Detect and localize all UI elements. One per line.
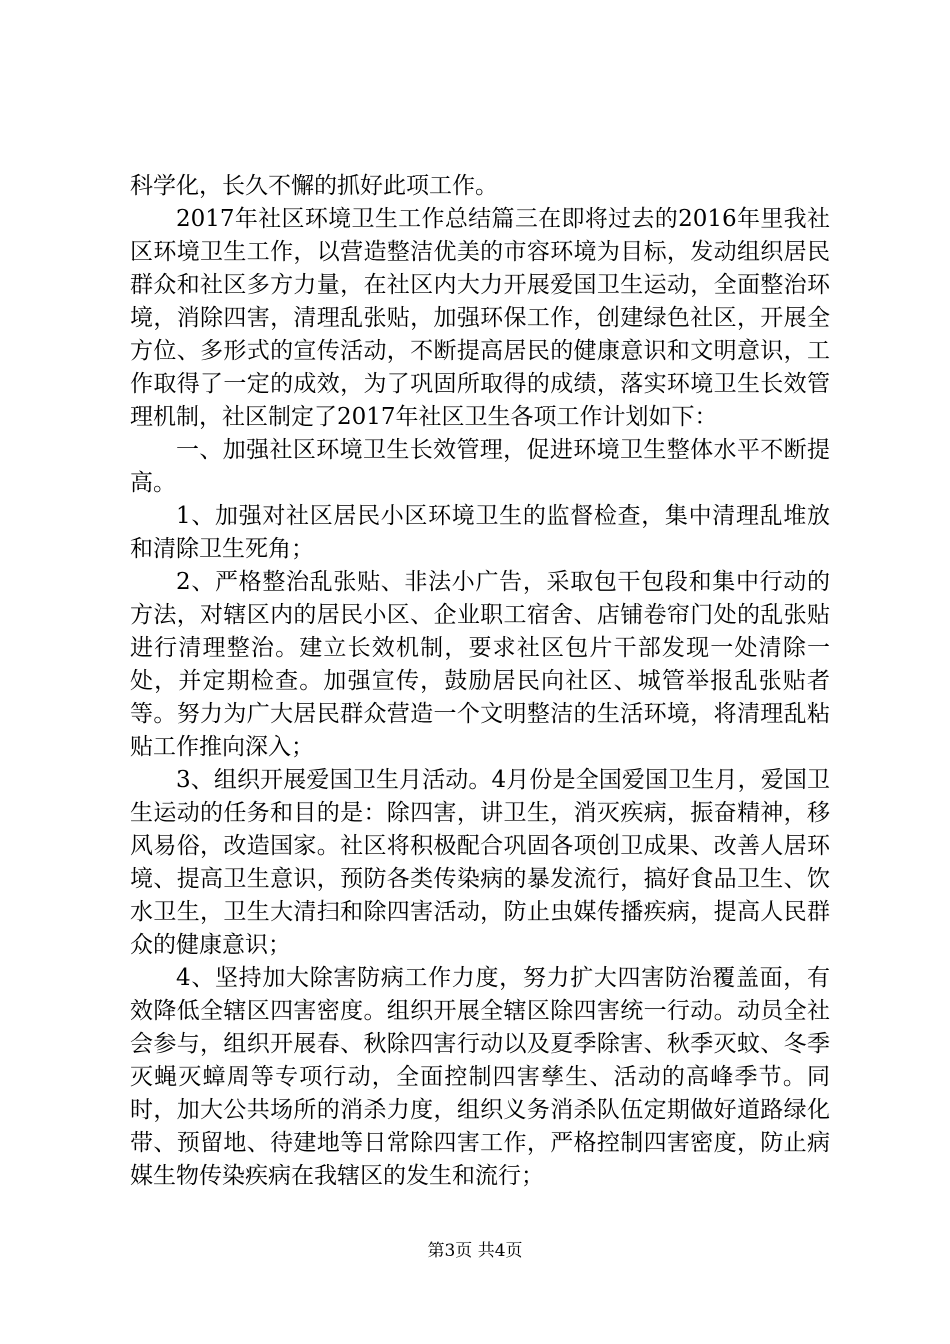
paragraph-item-1: 1、加强对社区居民小区环境卫生的监督检查，集中清理乱堆放和清除卫生死角； [130,503,830,562]
body-text [130,170,830,1193]
page-footer [0,1240,950,1262]
paragraph-item-2: 2、严格整治乱张贴、非法小广告，采取包干包段和集中行动的方法，对辖区内的居民小区、企业职工宿舍、店铺卷帘门处的乱张贴进行清理整治。建立长效机制，要求社区包片干部发现一处清除一处，并定期检查。加强宣传，鼓励居民向社区、城管举报乱张贴者等。努力为广大居民群众营造一个文明整洁的生活环境，将清理乱粘贴工作推向深入； [130,569,830,760]
paragraph-summary-intro: 2017年社区环境卫生工作总结篇三在即将过去的2016年里我社区环境卫生工作，以营造整洁优美的市容环境为目标，发动组织居民群众和社区多方力量，在社区内大力开展爱国卫生运动，全面整治环境，消除四害，清理乱张贴，加强环保工作，创建绿色社区，开展全方位、多形式的宣传活动，不断提高居民的健康意识和文明意识，工作取得了一定的成效，为了巩固所取得的成绩，落实环境卫生长效管理机制，社区制定了2017年社区卫生各项工作计划如下： [130,206,830,430]
paragraph-section-heading: 一、加强社区环境卫生长效管理，促进环境卫生整体水平不断提高。 [130,437,830,496]
paragraph-continuation: 科学化，长久不懈的抓好此项工作。 [130,173,498,199]
paragraph-item-3: 3、组织开展爱国卫生月活动。4月份是全国爱国卫生月，爱国卫生运动的任务和目的是：除四害，讲卫生，消灭疾病，振奋精神，移风易俗，改造国家。社区将积极配合巩固各项创卫成果、改善人居环境、提高卫生意识，预防各类传染病的暴发流行，搞好食品卫生、饮水卫生，卫生大清扫和除四害活动，防止虫媒传播疾病，提高人民群众的健康意识； [130,767,830,958]
page-number-label: 第3页 共4页 [427,1241,523,1261]
paragraph-item-4: 4、坚持加大除害防病工作力度，努力扩大四害防治覆盖面，有效降低全辖区四害密度。组织开展全辖区除四害统一行动。动员全社会参与，组织开展春、秋除四害行动以及夏季除害、秋季灭蚊、冬季灭蝇灭蟑周等专项行动，全面控制四害孳生、活动的高峰季节。同时，加大公共场所的消杀力度，组织义务消杀队伍定期做好道路绿化带、预留地、待建地等日常除四害工作，严格控制四害密度，防止病媒生物传染疾病在我辖区的发生和流行； [130,965,830,1189]
